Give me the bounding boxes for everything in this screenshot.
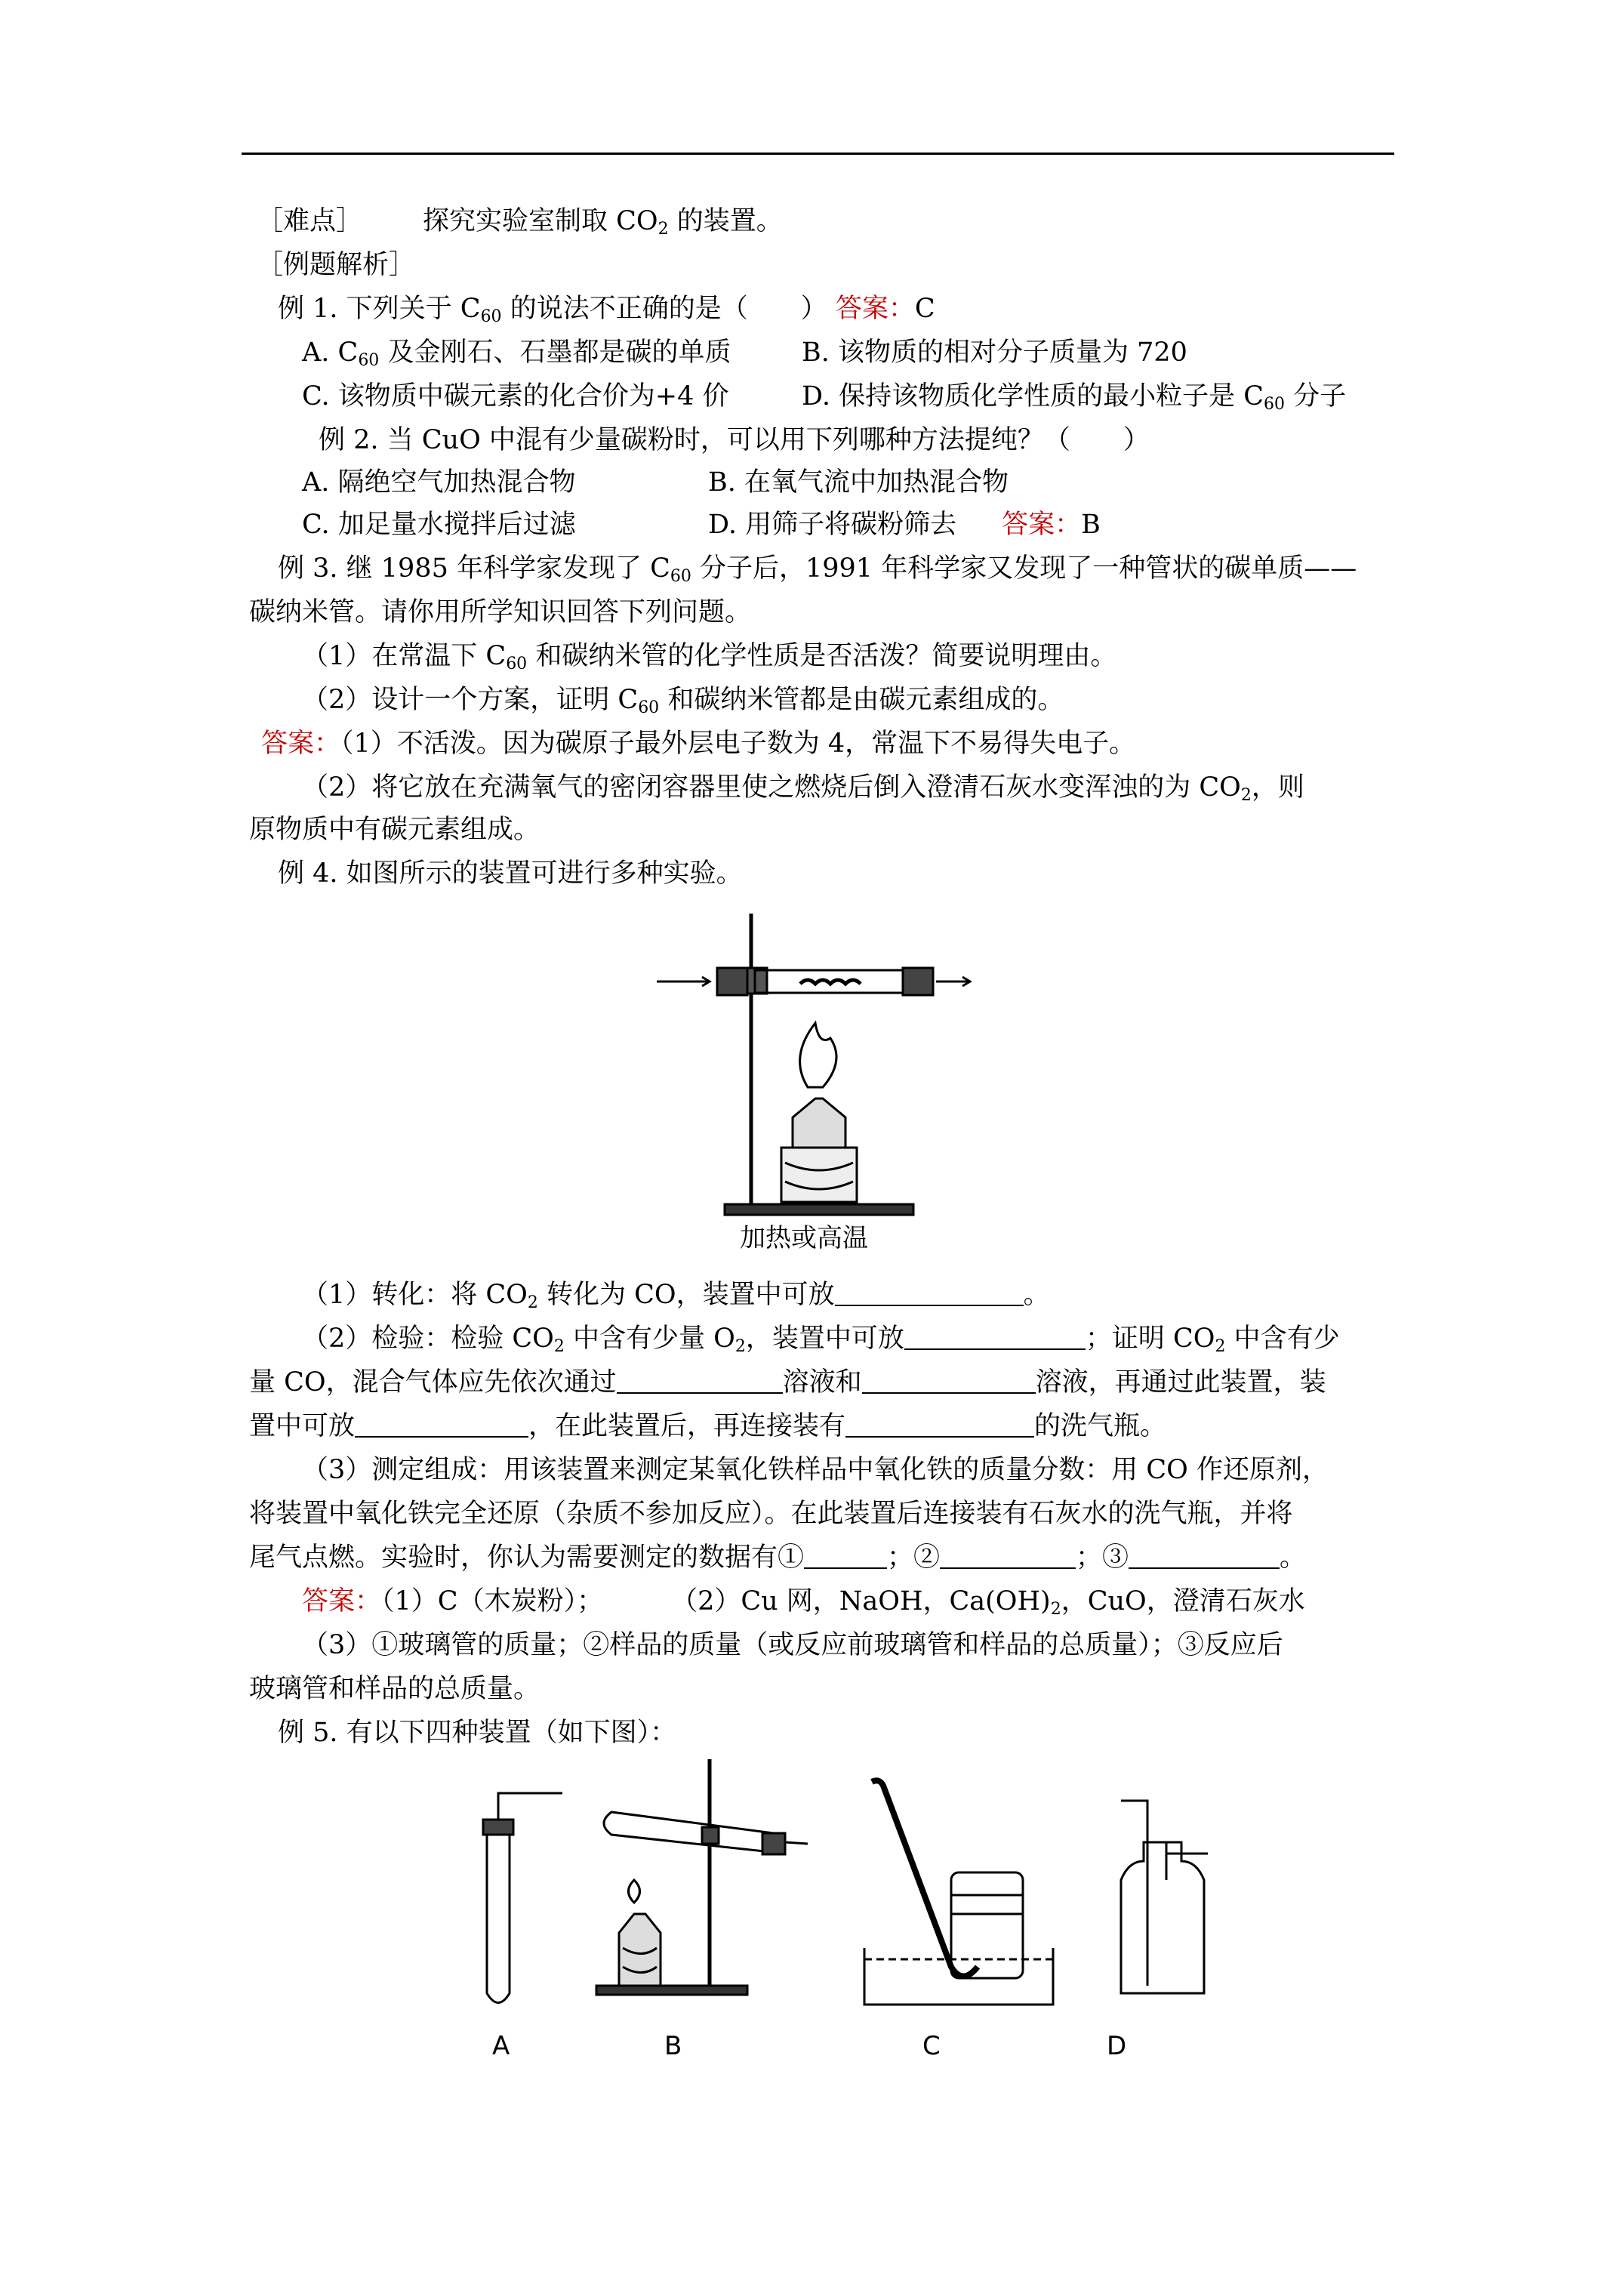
ex1-option-b: B. 该物质的相对分子质量为 720 [802,337,1187,368]
blank[interactable] [862,1365,1036,1394]
ex3-answer-1: 答案：（1）不活泼。因为碳原子最外层电子数为 4，常温下不易得失电子。 [261,729,1136,759]
ex1-option-d: D. 保持该物质化学性质的最小粒子是 $C_{60}$ 分子 [802,381,1347,414]
blank[interactable] [804,1540,887,1569]
ex2-answer-label: 答案： [1002,510,1082,540]
blank[interactable] [904,1321,1086,1350]
ex2-option-b: B. 在氧气流中加热混合物 [708,467,1009,498]
blank[interactable] [845,1409,1034,1438]
blank[interactable] [940,1540,1076,1569]
apparatus-label-c: C [922,2031,941,2061]
difficulty-tag: ［难点］ [257,206,363,236]
blank[interactable] [617,1365,783,1394]
difficulty-text: 探究实验室制取 CO [423,206,658,236]
ex2-answer-value: B [1081,510,1101,540]
ex2-option-c: C. 加足量水搅拌后过滤 [302,510,576,540]
apparatus-c-water-trough [864,1780,1053,2005]
ex4-intro: 例 4. 如图所示的装置可进行多种实验。 [278,858,743,889]
ex1-option-c: C. 该物质中碳元素的化合价为+4 价 [302,381,729,411]
ex4-q2-line-1: （2）检验：检验 $CO_2$ 中含有少量 $O_2$，装置中可放 ；证明 $CO_2$ 中含有少 [302,1320,1340,1358]
ex5-intro: 例 5. 有以下四种装置（如下图）： [278,1718,677,1748]
apparatus-label-d: D [1107,2031,1127,2061]
ex4-q3-line-1: （3）测定组成：用该装置来测定某氧化铁样品中氧化铁的质量分数：用 CO 作还原剂， [302,1455,1329,1485]
four-apparatus-figure [453,1759,1208,2031]
ex4-q3-line-3: 尾气点燃。实验时，你认为需要测定的数据有① ；② ；③ 。 [249,1539,1306,1576]
ex4-q3-line-2: 将装置中氧化铁完全还原（杂质不参加反应）。在此装置后连接装有石灰水的洗气瓶，并将 [249,1499,1293,1529]
header-rule [242,153,1394,155]
ex4-q2-line-3: 置中可放 ，在此装置后，再连接装有 的洗气瓶。 [249,1407,1166,1445]
ex1-option-a: A. $C_{60}$ 及金刚石、石墨都是碳的单质 [302,337,731,370]
ex4-answer-line-1: 答案：（1）C（木炭粉）； （2）Cu 网，NaOH，$Ca(OH)_2$，CuO，澄清石灰水 [302,1586,1305,1619]
ex3-answer-label: 答案： [261,729,341,759]
ex4-answer-line-2: （3）①玻璃管的质量；②样品的质量（或反应前玻璃管和样品的总质量）；③反应后 [302,1630,1283,1660]
ex1-question: 例 1. 下列关于 $C_{60}$ 的说法不正确的是（ ） 答案：C [278,294,935,326]
ex3-answer-2: （2）将它放在充满氧气的密闭容器里使之燃烧后倒入澄清石灰水变浑浊的为 $CO_2$，则 [302,772,1304,805]
ex3-q1: （1）在常温下 $C_{60}$ 和碳纳米管的化学性质是否活泼？简要说明理由。 [302,641,1117,673]
apparatus-label-b: B [664,2031,682,2061]
ex1-answer-value: C [914,294,935,324]
ex3-line-1: 例 3. 继 1985 年科学家发现了 $C_{60}$ 分子后，1991 年科学家又发现了一种管状的碳单质—— [278,553,1357,586]
difficulty-line: ［难点］ 探究实验室制取 $CO_2$ 的装置。 [257,206,783,239]
ex2-question: 例 2. 当 CuO 中混有少量碳粉时，可以用下列哪种方法提纯？（ ） [319,425,1150,455]
apparatus-d-gas-bottle [1121,1801,1208,1993]
ex4-q1: （1）转化：将 $CO_2$ 转化为 CO，装置中可放 。 [302,1276,1050,1314]
examples-header: ［例题解析］ [257,250,416,280]
apparatus-label-a: A [492,2031,510,2061]
ex4-answer-line-3: 玻璃管和样品的总质量。 [249,1674,540,1704]
ex2-option-a: A. 隔绝空气加热混合物 [302,467,576,498]
ex3-line-2: 碳纳米管。请你用所学知识回答下列问题。 [249,597,752,627]
ex3-answer-3: 原物质中有碳元素组成。 [249,815,540,845]
ex4-figure-caption: 加热或高温 [740,1223,868,1253]
ex3-q2: （2）设计一个方案，证明 $C_{60}$ 和碳纳米管都是由碳元素组成的。 [302,685,1064,717]
blank[interactable] [355,1409,528,1438]
apparatus-b-heating-setup [596,1759,808,1995]
blank[interactable] [835,1277,1024,1306]
heating-apparatus-figure [657,898,974,1223]
ex4-answer-label: 答案： [302,1586,382,1616]
ex1-answer-label: 答案： [835,294,915,324]
ex2-option-d: D. 用筛子将碳粉筛去 答案：B [708,510,1101,540]
ex4-q2-line-2: 量 CO，混合气体应先依次通过 溶液和 溶液，再通过此装置，装 [249,1364,1326,1401]
blank[interactable] [1129,1540,1280,1569]
apparatus-a-test-tube [483,1793,562,2003]
